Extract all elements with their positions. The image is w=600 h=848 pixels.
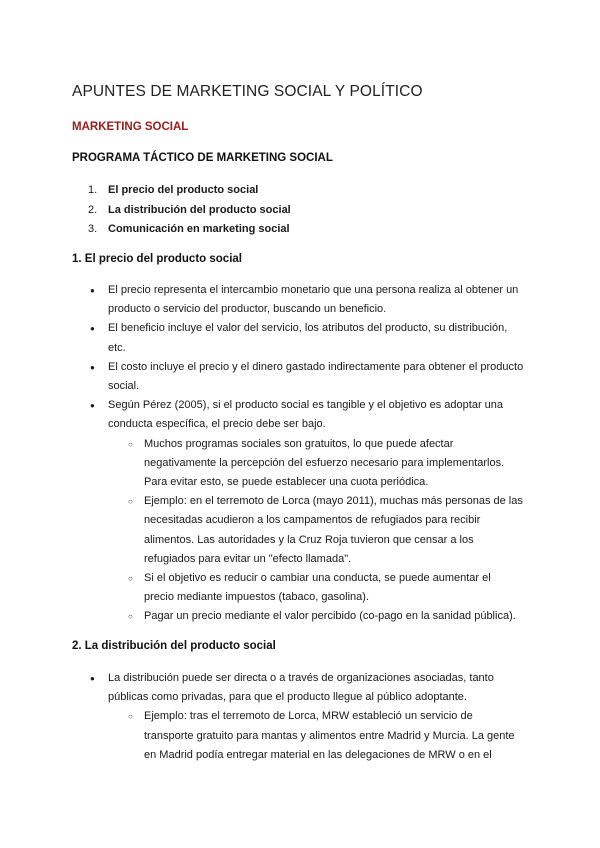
table-of-contents [88,181,291,240]
list-item: ● Según Pérez (2005), si el producto social es tangible y el objetivo es adoptar una [0,396,523,415]
sub-list-item-continued: necesitadas acudieron a los campamentos de refugiados para recibir [144,514,481,527]
program-heading: PROGRAMA TÁCTICO DE MARKETING SOCIAL [72,152,333,164]
sub-list-item-continued: negativamente la percepción del esfuerzo necesario para implementarlos. [144,456,505,469]
sub-list-item: ○ Muchos programas sociales son gratuitos, lo que puede afectar [0,435,523,454]
list-item-continued: etc. [108,341,126,354]
list-item-continued: social. [108,380,140,393]
section1-heading: 1. El precio del producto social [72,253,242,265]
sub-list-item: ○ Pagar un precio mediante el valor percibido (co-pago en la sanidad pública). [0,607,523,626]
sub-list-item: ○ Si el objetivo es reducir o cambiar una conducta, se puede aumentar el [0,569,523,588]
list-item-continued: conducta específica, el precio debe ser bajo. [108,418,326,431]
circle-bullet-icon: ○ [128,497,133,507]
toc-item: 1. El precio del producto social [88,184,259,196]
list-item-continued: públicas como privadas, para que el producto llegue al público adoptante. [108,691,467,704]
section-heading-marketing-social: MARKETING SOCIAL [72,121,189,133]
bullet-icon: ● [90,286,95,295]
bullet-icon: ● [90,401,95,411]
circle-bullet-icon: ○ [128,439,133,449]
section2-heading: 2. La distribución del producto social [72,640,276,652]
document-title: APUNTES DE MARKETING SOCIAL Y POLÍTICO [72,83,423,100]
circle-bullet-icon: ○ [128,612,133,622]
list-item: ● La distribución puede ser directa o a través de organizaciones asociadas, tanto [0,669,515,688]
bullet-icon: ● [90,324,95,334]
sub-list-item-continued: en Madrid podía entregar material en las delegaciones de MRW o en el [144,748,492,761]
list-item: ● El precio representa el intercambio monetario que una persona realiza al obtener un [0,281,523,300]
section1-bullet-list [0,281,523,627]
bullet-icon: ● [90,362,95,372]
sub-list-item-continued: Para evitar esto, se puede establecer una cuota periódica. [144,476,429,489]
circle-bullet-icon: ○ [128,712,133,722]
sub-list-item-continued: precio mediante impuestos (tabaco, gasolina). [144,591,370,604]
list-item: ● El beneficio incluye el valor del servicio, los atributos del producto, su distribución, [0,319,523,338]
sub-list-item: ○ Ejemplo: tras el terremoto de Lorca, MRW estableció un servicio de [0,707,515,726]
section2-bullet-list [0,669,515,765]
toc-item: 3. Comunicación en marketing social [88,223,290,235]
toc-item: 2. La distribución del producto social [88,203,291,216]
list-item-continued: producto o servicio del productor, buscando un beneficio. [108,303,387,316]
sub-list-item: ○ Ejemplo: en el terremoto de Lorca (mayo 2011), muchas más personas de las [0,492,523,511]
sub-list-item-continued: alimentos. Las autoridades y la Cruz Roja tuvieron que censar a los [144,533,474,546]
sub-list-item-continued: refugiados para evitar un "efecto llamada". [144,552,352,565]
circle-bullet-icon: ○ [128,574,133,584]
bullet-icon: ● [90,674,95,683]
sub-list-item-continued: transporte gratuito para mantas y alimentos entre Madrid y Murcia. La gente [144,729,515,742]
list-item: ● El costo incluye el precio y el dinero gastado indirectamente para obtener el producto [0,358,523,377]
